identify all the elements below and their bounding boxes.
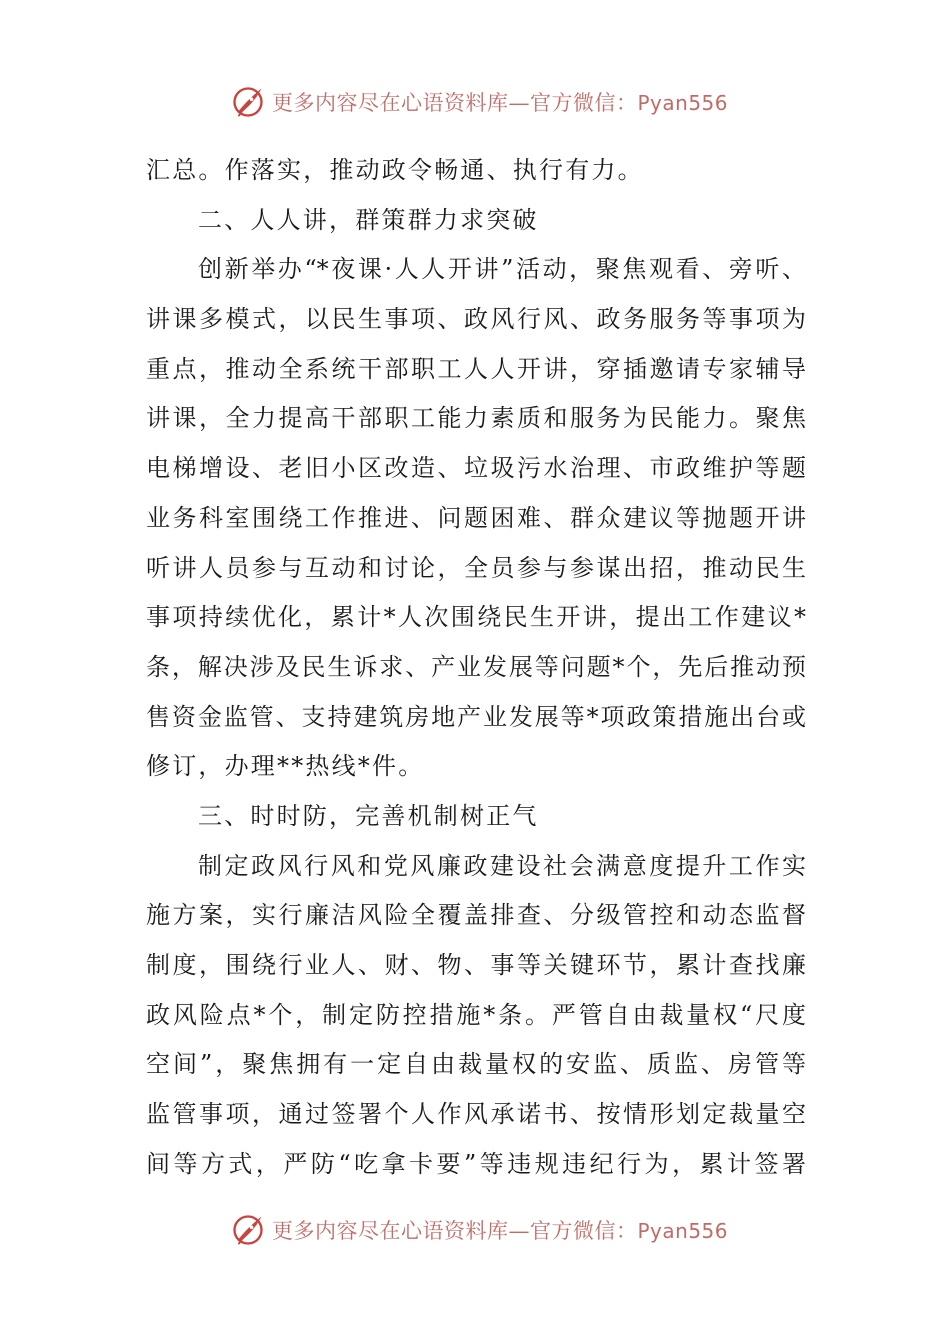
paragraph-line: 修订，办理**热线*件。 (146, 752, 425, 781)
paragraph-line: 售资金监管、支持建筑房地产业发展等*项政策措施出台或 (146, 702, 806, 731)
paragraph-line: 讲课多模式，以民生事项、政风行风、政务服务等事项为 (146, 305, 806, 334)
paragraph-line: 政风险点*个，制定防控措施*条。严管自由裁量权“尺度 (146, 1000, 806, 1029)
pen-nib-circle-icon (230, 1212, 266, 1248)
paragraph-line: 重点，推动全系统干部职工人人开讲，穿插邀请专家辅导 (146, 354, 806, 383)
paragraph-line: 条，解决涉及民生诉求、产业发展等问题*个，先后推动预 (146, 652, 806, 681)
section-heading: 三、时时防，完善机制树正气 (198, 801, 539, 830)
watermark-text: 更多内容尽在心语资料库—官方微信：Pyan556 (271, 91, 728, 115)
paragraph-line: 讲课，全力提高干部职工能力素质和服务为民能力。聚焦 (146, 404, 806, 433)
footer-watermark (0, 1208, 950, 1252)
wechat-id: Pyan556 (637, 1219, 728, 1243)
paragraph-line: 制定政风行风和党风廉政建设社会满意度提升工作实 (198, 851, 806, 880)
pen-nib-circle-icon (230, 84, 266, 120)
paragraph-line: 电梯增设、老旧小区改造、垃圾污水治理、市政维护等题 (146, 454, 806, 483)
header-watermark (0, 80, 950, 124)
paragraph-line: 空间”，聚焦拥有一定自由裁量权的安监、质监、房管等 (146, 1050, 806, 1079)
paragraph-line: 业务科室围绕工作推进、问题困难、群众建议等抛题开讲 (146, 503, 806, 532)
paragraph-line: 制度，围绕行业人、财、物、事等关键环节，累计查找廉 (146, 951, 806, 979)
paragraph-line: 创新举办“*夜课·人人开讲”活动，聚焦观看、旁听、 (198, 255, 806, 284)
paragraph-line: 间等方式，严防“吃拿卡要”等违规违纪行为，累计签署 (146, 1149, 806, 1178)
paragraph-line: 听讲人员参与互动和讨论，全员参与参谋出招，推动民生 (146, 553, 806, 582)
wechat-id: Pyan556 (637, 91, 728, 115)
document-body (146, 146, 806, 1189)
paragraph-line: 事项持续优化，累计*人次围绕民生开讲，提出工作建议* (146, 603, 806, 632)
watermark-text: 更多内容尽在心语资料库—官方微信：Pyan556 (271, 1219, 728, 1243)
section-heading: 二、人人讲，群策群力求突破 (198, 205, 539, 234)
paragraph-line: 施方案，实行廉洁风险全覆盖排查、分级管控和动态监督 (146, 901, 806, 930)
paragraph-line: 汇总。作落实，推动政令畅通、执行有力。 (146, 156, 644, 184)
paragraph-line: 监管事项，通过签署个人作风承诺书、按情形划定裁量空 (146, 1100, 806, 1129)
